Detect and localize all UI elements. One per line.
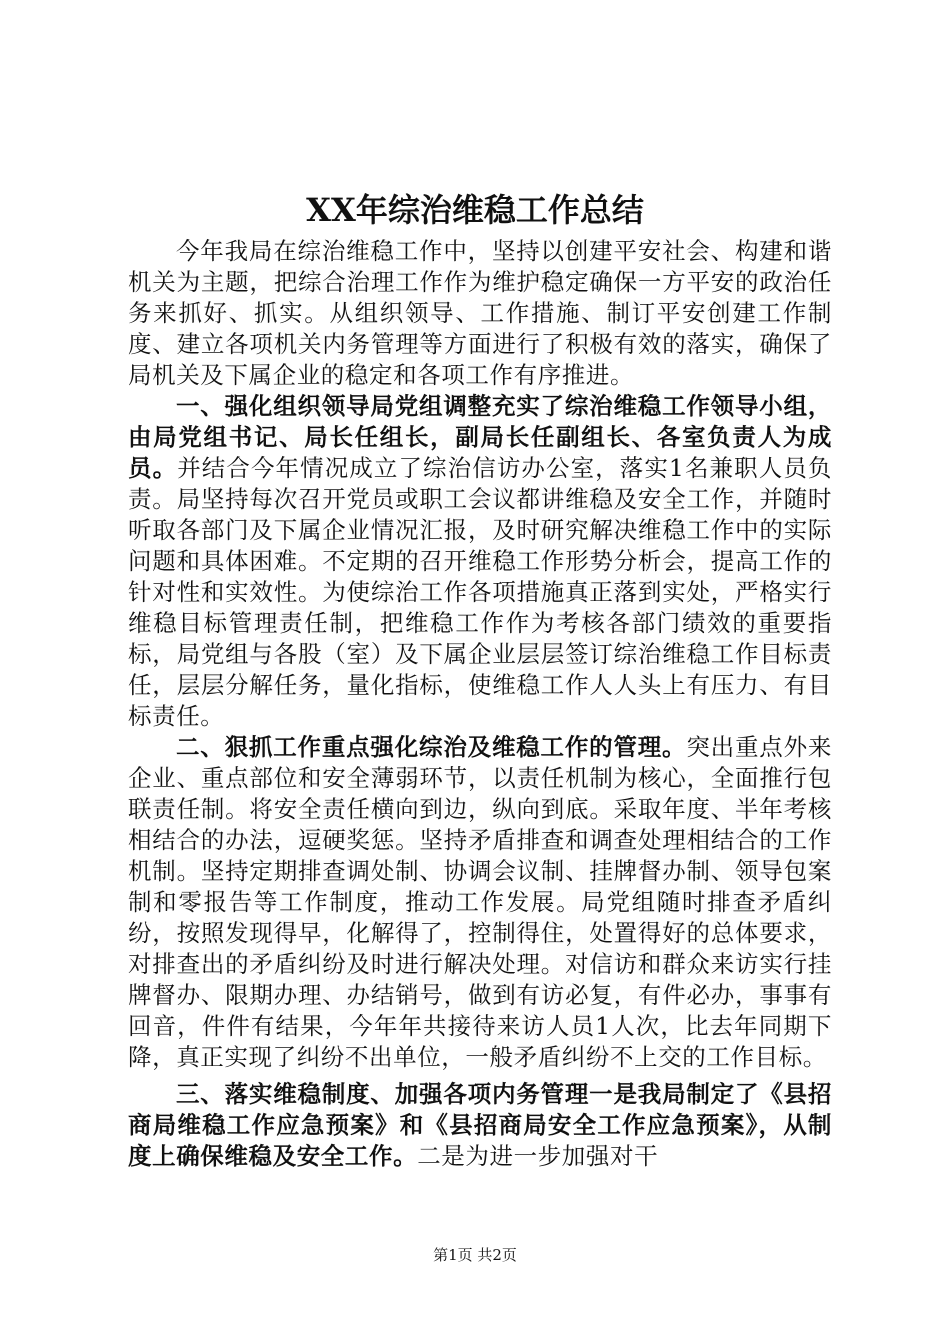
document-title: XX年综治维稳工作总结 <box>306 191 644 229</box>
section-1-heading: 一、强化组织领导局党组调整充实了综治维稳工作领导小组，由局党组书记、局长任组长，副局长任副组长、各室负责人为成员。 <box>128 392 832 482</box>
document-body <box>128 236 832 1172</box>
section-2-heading: 二、狠抓工作重点强化综治及维稳工作的管理。 <box>176 733 687 761</box>
section-1-text: 并结合今年情况成立了综治信访办公室，落实1名兼职人员负责。局坚持每次召开党员或职工会议都讲维稳及安全工作，并随时听取各部门及下属企业情况汇报，及时研究解决维稳工作中的实际问题和具体困难。不定期的召开维稳工作形势分析会，提高工作的针对性和实效性。为使综治工作各项措施真正落到实处，严格实行维稳目标管理责任制，把维稳工作作为考核各部门绩效的重要指标，局党组与各股（室）及下属企业层层签订综治维稳工作目标责任，层层分解任务，量化指标，使维稳工作人人头上有压力、有目标责任。 <box>128 454 833 730</box>
section-3-paragraph <box>128 1079 832 1172</box>
intro-paragraph: 今年我局在综治维稳工作中，坚持以创建平安社会、构建和谐机关为主题，把综合治理工作作为维护稳定确保一方平安的政治任务来抓好、抓实。从组织领导、工作措施、制订平安创建工作制度、建立各项机关内务管理等方面进行了积极有效的落实，确保了局机关及下属企业的稳定和各项工作有序推进。 <box>128 237 832 389</box>
section-2-text: 突出重点外来企业、重点部位和安全薄弱环节，以责任机制为核心，全面推行包联责任制。将安全责任横向到边，纵向到底。采取年度、半年考核相结合的办法，逗硬奖惩。坚持矛盾排查和调查处理相结合的工作机制。坚持定期排查调处制、协调会议制、挂牌督办制、领导包案制和零报告等工作制度，推动工作发展。局党组随时排查矛盾纠纷，按照发现得早，化解得了，控制得住，处置得好的总体要求，对排查出的矛盾纠纷及时进行解决处理。对信访和群众来访实行挂牌督办、限期办理、办结销号，做到有访必复，有件必办，事事有回音，件件有结果，今年年共接待来访人员1人次，比去年同期下降，真正实现了纠纷不出单位，一般矛盾纠纷不上交的工作目标。 <box>128 733 832 1071</box>
section-2-paragraph <box>128 732 832 1073</box>
page-footer: 第1页 共2页 <box>433 1246 517 1264</box>
section-3-text: 二是为进一步加强对干 <box>417 1142 659 1170</box>
section-1-paragraph <box>128 391 832 732</box>
section-3-heading: 三、落实维稳制度、加强各项内务管理一是我局制定了《县招商局维稳工作应急预案》和《县招商局安全工作应急预案》，从制度上确保维稳及安全工作。 <box>128 1080 832 1170</box>
